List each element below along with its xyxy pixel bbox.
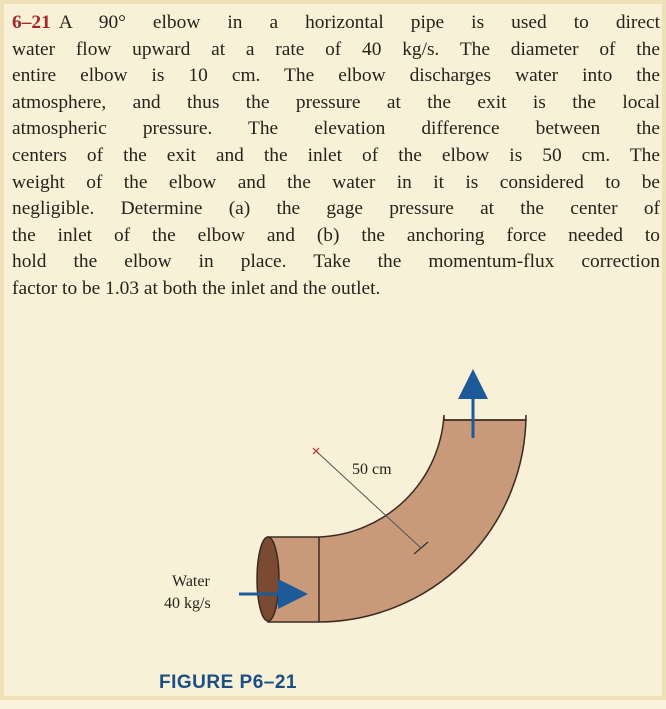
elbow-diagram — [4, 354, 666, 704]
problem-line-5: atmospheric pressure. The elevation difference between the — [12, 118, 660, 140]
problem-line-4: atmosphere, and thus the pressure at the exit is the local — [12, 91, 660, 113]
elbow-figure — [4, 354, 666, 704]
flow-rate-label: 40 kg/s — [164, 595, 211, 612]
problem-line-6: centers of the exit and the inlet of the elbow is 50 cm. The — [12, 144, 660, 166]
figure-caption: FIGURE P6–21 — [159, 672, 297, 693]
water-label: Water — [172, 573, 210, 590]
problem-line-2: water flow upward at a rate of 40 kg/s. The diameter of the — [12, 38, 660, 60]
problem-number: 6–21 — [12, 12, 51, 33]
radius-label: 50 cm — [352, 461, 392, 478]
problem-line-10: hold the elbow in place. Take the momentum-flux correction — [12, 251, 660, 273]
radius-center-mark — [313, 448, 319, 454]
problem-line-3: entire elbow is 10 cm. The elbow discharges water into the — [12, 65, 660, 87]
problem-line-1: 6–21 A 90° elbow in a horizontal pipe is used to direct — [12, 12, 660, 33]
problem-line-11: factor to be 1.03 at both the inlet and the outlet. — [12, 277, 381, 299]
problem-statement — [12, 10, 660, 303]
elbow-pipe — [268, 415, 526, 622]
problem-line-7: weight of the elbow and the water in it is considered to be — [12, 171, 660, 193]
problem-line-9: the inlet of the elbow and (b) the anchoring force needed to — [12, 224, 660, 246]
inlet-opening — [257, 537, 279, 621]
problem-line-8: negligible. Determine (a) the gage pressure at the center of — [12, 198, 660, 220]
